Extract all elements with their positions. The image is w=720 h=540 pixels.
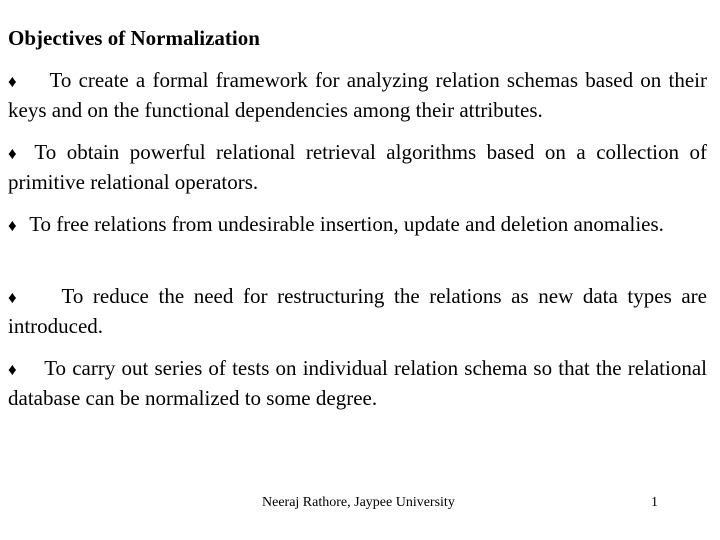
slide-title: Objectives of Normalization bbox=[8, 26, 260, 50]
bullet-text: To reduce the need for restructuring the relations as new data types are introduced. bbox=[8, 284, 707, 338]
page-number: 1 bbox=[651, 495, 658, 510]
bullet-item bbox=[8, 138, 707, 197]
bullet-item bbox=[8, 210, 707, 240]
bullet-text: To obtain powerful relational retrieval algorithms based on a collection of primitive relational operators. bbox=[8, 140, 707, 194]
diamond-bullet-icon: ♦ bbox=[8, 288, 22, 307]
bullet-item bbox=[8, 354, 707, 413]
bullet-text: To carry out series of tests on individual relation schema so that the relational database can be normalized to some degree. bbox=[8, 356, 707, 410]
diamond-bullet-icon: ♦ bbox=[8, 144, 22, 163]
diamond-bullet-icon: ♦ bbox=[8, 360, 18, 379]
bullet-item bbox=[8, 66, 707, 125]
diamond-bullet-icon: ♦ bbox=[8, 216, 17, 235]
bullet-item bbox=[8, 282, 707, 341]
footer-author: Neeraj Rathore, Jaypee University bbox=[262, 495, 455, 510]
diamond-bullet-icon: ♦ bbox=[8, 72, 19, 91]
bullet-text: To free relations from undesirable insertion, update and deletion anomalies. bbox=[29, 212, 664, 236]
bullet-text: To create a formal framework for analyzing relation schemas based on their keys and on the functional dependencies among their attributes. bbox=[8, 68, 708, 122]
